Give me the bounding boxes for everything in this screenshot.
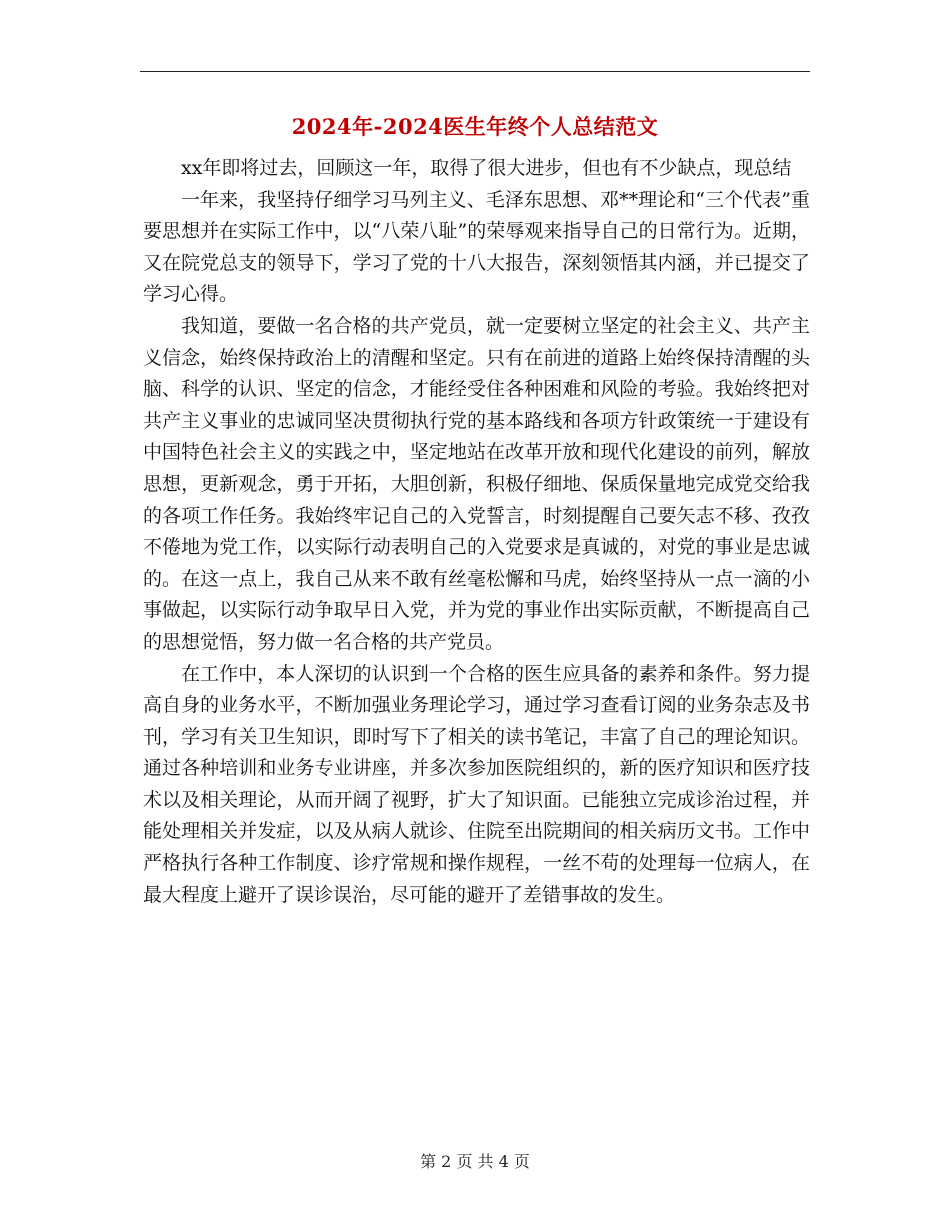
document-title: 2024年-2024医生年终个人总结范文 (291, 114, 659, 139)
paragraph-party-member: 我知道，要做一名合格的共产党员，就一定要树立坚定的社会主义、共产主义信念，始终保持政治上的清醒和坚定。只有在前进的道路上始终保持清醒的头脑、科学的认识、坚定的信念，才能经受住各种困难和风险的考验。我始终把对共产主义事业的忠诚同坚决贯彻执行党的基本路线和各项方针政策统一于建设有中国特色社会主义的实践之中，坚定地站在改革开放和现代化建设的前列，解放思想，更新观念，勇于开拓，大胆创新，积极仔细地、保质保量地完成党交给我的各项工作任务。我始终牢记自己的入党誓言，时刻提醒自己要矢志不移、孜孜不倦地为党工作，以实际行动表明自己的入党要求是真诚的，对党的事业是忠诚的。在这一点上，我自己从来不敢有丝毫松懈和马虎，始终坚持从一点一滴的小事做起，以实际行动争取早日入党，并为党的事业作出实际贡献，不断提高自己的思想觉悟，努力做一名合格的共产党员。 (143, 314, 810, 653)
document-body (143, 153, 810, 911)
paragraph-intro: xx年即将过去，回顾这一年，取得了很大进步，但也有不少缺点，现总结 (181, 157, 792, 179)
page-footer: 第 2 页 共 4 页 (420, 1152, 530, 1171)
header-rule (140, 71, 810, 72)
paragraph-study: 一年来，我坚持仔细学习马列主义、毛泽东思想、邓**理论和“三个代表”重要思想并在实际工作中，以“八荣八耻”的荣辱观来指导自己的日常行为。近期，又在院党总支的领导下，学习了党的十八大报告，深刻领悟其内涵，并已提交了学习心得。 (143, 188, 810, 306)
paragraph-work: 在工作中，本人深切的认识到一个合格的医生应具备的素养和条件。努力提高自身的业务水平，不断加强业务理论学习，通过学习查看订阅的业务杂志及书刊，学习有关卫生知识，即时写下了相关的读书笔记，丰富了自己的理论知识。通过各种培训和业务专业讲座，并多次参加医院组织的，新的医疗知识和医疗技术以及相关理论，从而开阔了视野，扩大了知识面。已能独立完成诊治过程，并能处理相关并发症，以及从病人就诊、住院至出院期间的相关病历文书。工作中严格执行各种工作制度、诊疗常规和操作规程，一丝不苟的处理每一位病人，在最大程度上避开了误诊误治，尽可能的避开了差错事故的发生。 (143, 662, 810, 906)
